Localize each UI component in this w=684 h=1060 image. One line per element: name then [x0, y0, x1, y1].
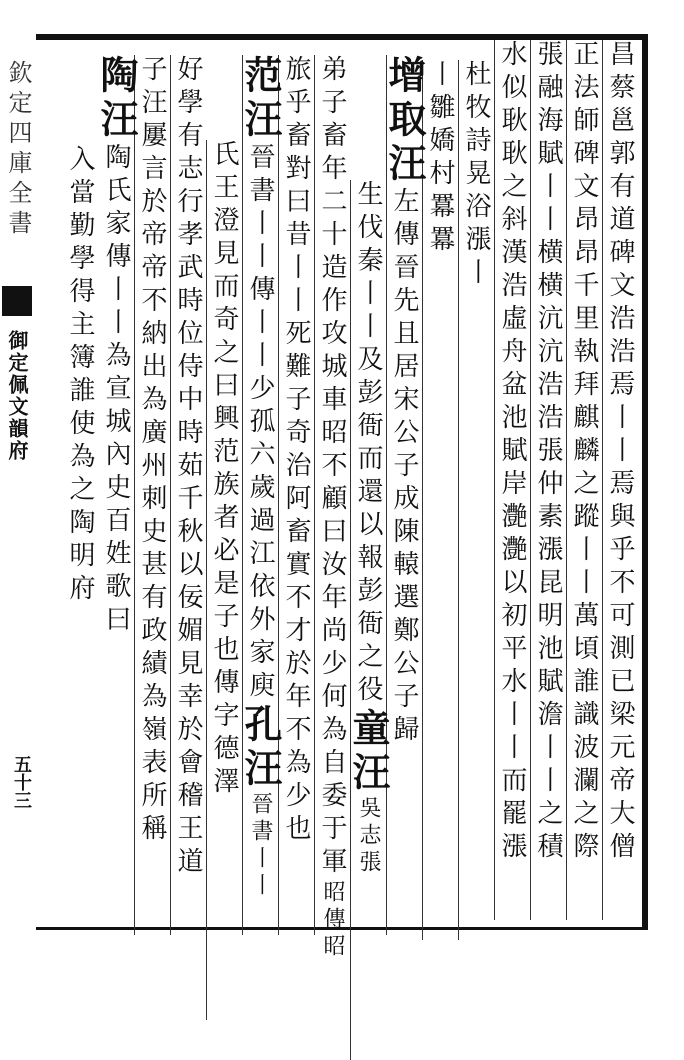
entry-heading: 陶汪 [94, 55, 139, 143]
entry-heading: 童汪 [346, 708, 391, 796]
entry-heading: 增取汪 [382, 55, 427, 187]
text-column-16: 入當勤學得主簿誰使為之陶明府 [65, 145, 95, 607]
text-column-9: 弟子畜年二十造作攻城車昭不顧曰汝年尚少何為自委于軍昭傳昭 [314, 55, 350, 935]
text-column-2: 正法師碑文昂昂千里執拜麒麟之蹤丨丨萬頃誰識波瀾之際 [566, 40, 602, 920]
fishtail-mark [2, 286, 32, 316]
book-title: 欽定四庫全書 [4, 60, 32, 240]
text-column-12: 氏王澄見而奇之曰興范族者必是子也傳字德澤 [206, 140, 242, 1020]
page-number: 五十三 [11, 755, 32, 809]
entry-heading: 范汪 [238, 55, 283, 143]
text-column-6: 丨雛嬌村羃羃 [422, 60, 458, 940]
text-column-3: 張融海賦丨丨横横沆沆浩浩張仲素漲昆明池賦澹丨丨之積 [530, 40, 566, 920]
text-column-1: 昌蔡邕郭有道碑文浩浩焉丨丨焉與乎不可測已梁元帝大僧 [602, 40, 638, 920]
entry-heading: 孔汪 [238, 704, 283, 792]
text-column-15: 陶汪陶氏家傳丨丨為宣城內史百姓歌曰 [94, 55, 139, 638]
book-subtitle: 御定佩文韻府 [5, 330, 29, 462]
text-column-13: 好學有志行孝武時位侍中時茹千秋以佞媚見幸於會稽王道 [170, 55, 206, 935]
text-column-8: 生伐秦丨丨及彭衙而還以報彭衙之役童汪吳志張 [350, 180, 386, 1060]
text-column-10: 旅乎畜對曰昔丨丨死難子奇治阿畜實不才於年不為少也 [278, 55, 314, 935]
text-column-11: 范汪晉書丨丨傳丨丨少孤六歲過江依外家庾孔汪晉書丨丨 [242, 55, 278, 935]
text-column-5: 杜牧詩晃浴漲丨 [458, 60, 494, 940]
text-column-7: 增取汪左傳晉先且居宋公子成陳轅選鄭公子歸 [386, 55, 422, 935]
text-column-4: 水似耿耿之斜漢浩虛舟盆池賦岸灔灔以初平水丨丨而罷漲 [494, 40, 530, 920]
text-column-14: 子汪屢言於帝帝不納出為廣州刺史甚有政績為嶺表所稱 [134, 55, 170, 935]
